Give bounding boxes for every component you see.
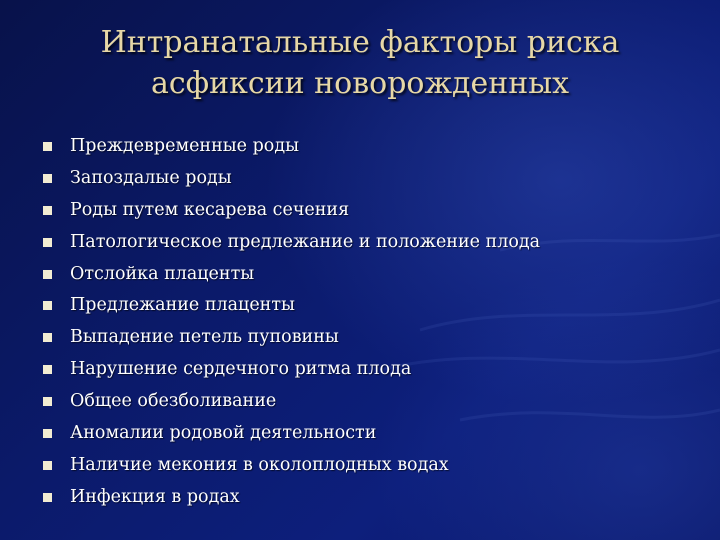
list-item-text: Отслойка плаценты [70, 263, 255, 284]
list-item [40, 260, 690, 292]
square-bullet-icon [43, 174, 52, 183]
square-bullet-icon [43, 429, 52, 438]
square-bullet-icon [43, 397, 52, 406]
square-bullet-icon [43, 461, 52, 470]
square-bullet-icon [43, 365, 52, 374]
list-item-text: Предлежание плаценты [70, 295, 295, 316]
square-bullet-icon [43, 142, 52, 151]
list-item-text: Нарушение сердечного ритма плода [70, 359, 412, 380]
square-bullet-icon [43, 206, 52, 215]
list-item [40, 451, 690, 483]
list-item [40, 387, 690, 419]
list-item-text: Наличие мекония в околоплодных водах [70, 454, 449, 475]
list-item [40, 196, 690, 228]
square-bullet-icon [43, 270, 52, 279]
square-bullet-icon [43, 333, 52, 342]
list-item-text: Общее обезболивание [70, 391, 277, 412]
title-line-1: Интранатальные факторы риска [100, 25, 620, 60]
square-bullet-icon [43, 301, 52, 310]
list-item [40, 132, 690, 164]
list-item [40, 323, 690, 355]
list-item [40, 291, 690, 323]
list-item-text: Патологическое предлежание и положение плода [70, 231, 541, 252]
list-item-text: Выпадение петель пуповины [70, 327, 339, 348]
list-item-text: Аномалии родовой деятельности [70, 423, 377, 444]
list-item-text: Инфекция в родах [70, 486, 240, 507]
list-item-text: Запоздалые роды [70, 167, 232, 188]
list-item [40, 228, 690, 260]
list-item [40, 419, 690, 451]
list-item [40, 483, 690, 515]
square-bullet-icon [43, 493, 52, 502]
slide-title [40, 22, 680, 104]
square-bullet-icon [43, 238, 52, 247]
title-line-2: асфиксии новорожденных [150, 66, 570, 101]
risk-factor-list [40, 132, 690, 515]
list-item-text: Преждевременные роды [70, 136, 300, 156]
list-item [40, 355, 690, 387]
list-item-text: Роды путем кесарева сечения [70, 199, 350, 220]
list-item [40, 164, 690, 196]
